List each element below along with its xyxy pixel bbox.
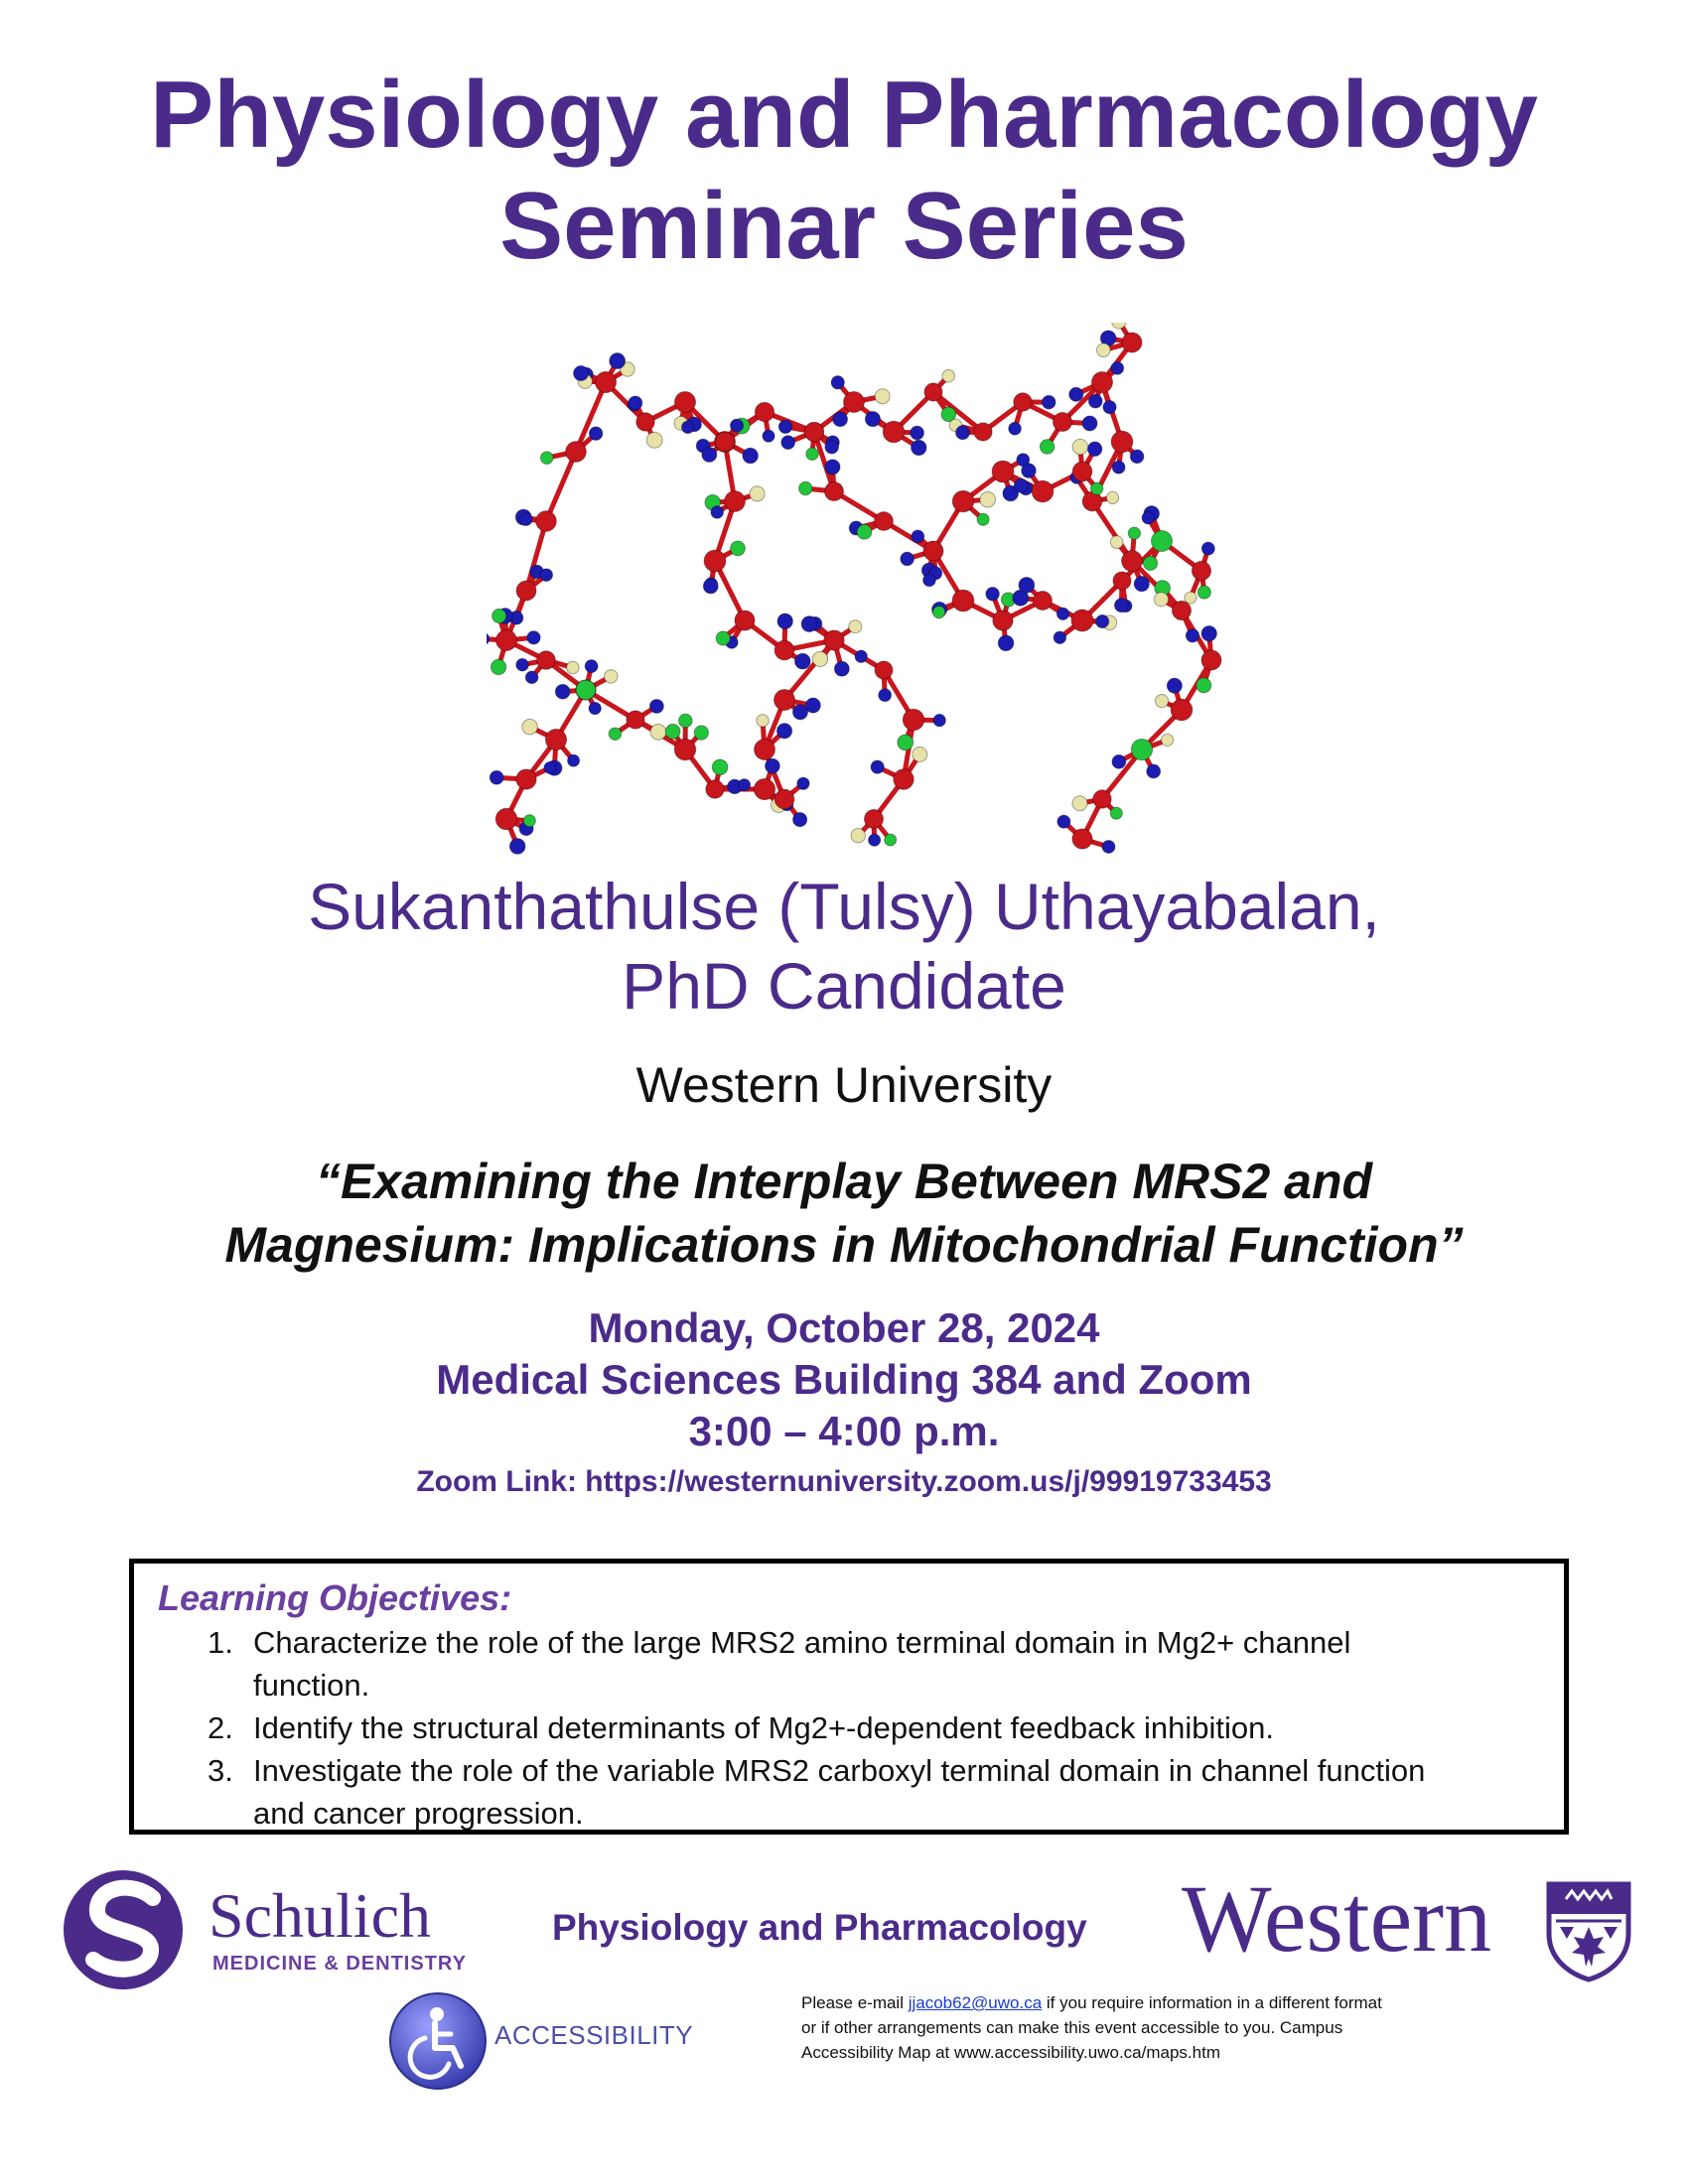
list-item-number: 1. (208, 1625, 233, 1660)
speaker-role: PhD Candidate (622, 949, 1066, 1023)
speaker-name: Sukanthathulse (Tulsy) Uthayabalan, (308, 870, 1380, 943)
notice-suffix: if you require information in a different format (1042, 1993, 1382, 2012)
accessibility-label: ACCESSIBILITY (494, 2020, 694, 2050)
list-item-line: Investigate the role of the variable MRS2 carboxyl terminal domain in channel function (253, 1753, 1426, 1788)
event-date: Monday, October 28, 2024 (588, 1304, 1100, 1351)
list-item-text (253, 1706, 1542, 1749)
seminar-title (0, 60, 1688, 282)
western-logo-text: Western (1182, 1865, 1492, 1972)
accessibility-notice (801, 1990, 1496, 2065)
list-item-text (253, 1749, 1542, 1835)
talk-title (0, 1150, 1688, 1277)
speaker-block (0, 867, 1688, 1025)
list-item (158, 1706, 1542, 1749)
schulich-logo-text: Schulich (209, 1880, 431, 1951)
learning-objectives-heading: Learning Objectives: (158, 1577, 512, 1618)
title-line-1: Physiology and Pharmacology (150, 62, 1538, 168)
list-item (158, 1749, 1542, 1835)
title-line-2: Seminar Series (499, 173, 1189, 279)
learning-objectives-box (129, 1559, 1569, 1835)
notice-line-1 (801, 1990, 1496, 2015)
list-item-line: and cancer progression. (253, 1796, 584, 1831)
schulich-logo-subtitle: MEDICINE & DENTISTRY (212, 1953, 467, 1975)
western-crest-icon (1544, 1879, 1633, 1982)
event-details (0, 1302, 1688, 1505)
list-item-number: 3. (208, 1753, 233, 1788)
event-time: 3:00 – 4:00 p.m. (688, 1408, 1000, 1454)
zoom-link[interactable]: Zoom Link: https://westernuniversity.zoom.us/j/99919733453 (416, 1465, 1272, 1498)
talk-title-line-2: Magnesium: Implications in Mitochondrial Function” (224, 1217, 1464, 1273)
list-item-line: Identify the structural determinants of Mg2+-dependent feedback inhibition. (253, 1710, 1274, 1745)
talk-title-line-1: “Examining the Interplay Between MRS2 and (315, 1154, 1373, 1209)
department-label: Physiology and Pharmacology (552, 1907, 1087, 1948)
list-item-text (253, 1621, 1542, 1706)
molecule-model-icon (487, 323, 1241, 859)
list-item-number: 2. (208, 1710, 233, 1745)
notice-prefix: Please e-mail (801, 1993, 909, 2012)
learning-objectives-list (158, 1621, 1542, 1835)
list-item (158, 1621, 1542, 1706)
list-item-line: function. (253, 1668, 370, 1703)
event-location: Medical Sciences Building 384 and Zoom (436, 1356, 1252, 1403)
schulich-s-logo-icon (62, 1868, 189, 1991)
notice-line-3: Accessibility Map at www.accessibility.uwo.ca/maps.htm (801, 2043, 1220, 2062)
notice-line-2: or if other arrangements can make this event accessible to you. Campus (801, 2018, 1343, 2037)
accessibility-wheelchair-icon (387, 1990, 489, 2092)
list-item-line: Characterize the role of the large MRS2 amino terminal domain in Mg2+ channel (253, 1625, 1351, 1660)
contact-email-link[interactable]: jjacob62@uwo.ca (908, 1993, 1043, 2012)
speaker-affiliation: Western University (635, 1057, 1053, 1113)
